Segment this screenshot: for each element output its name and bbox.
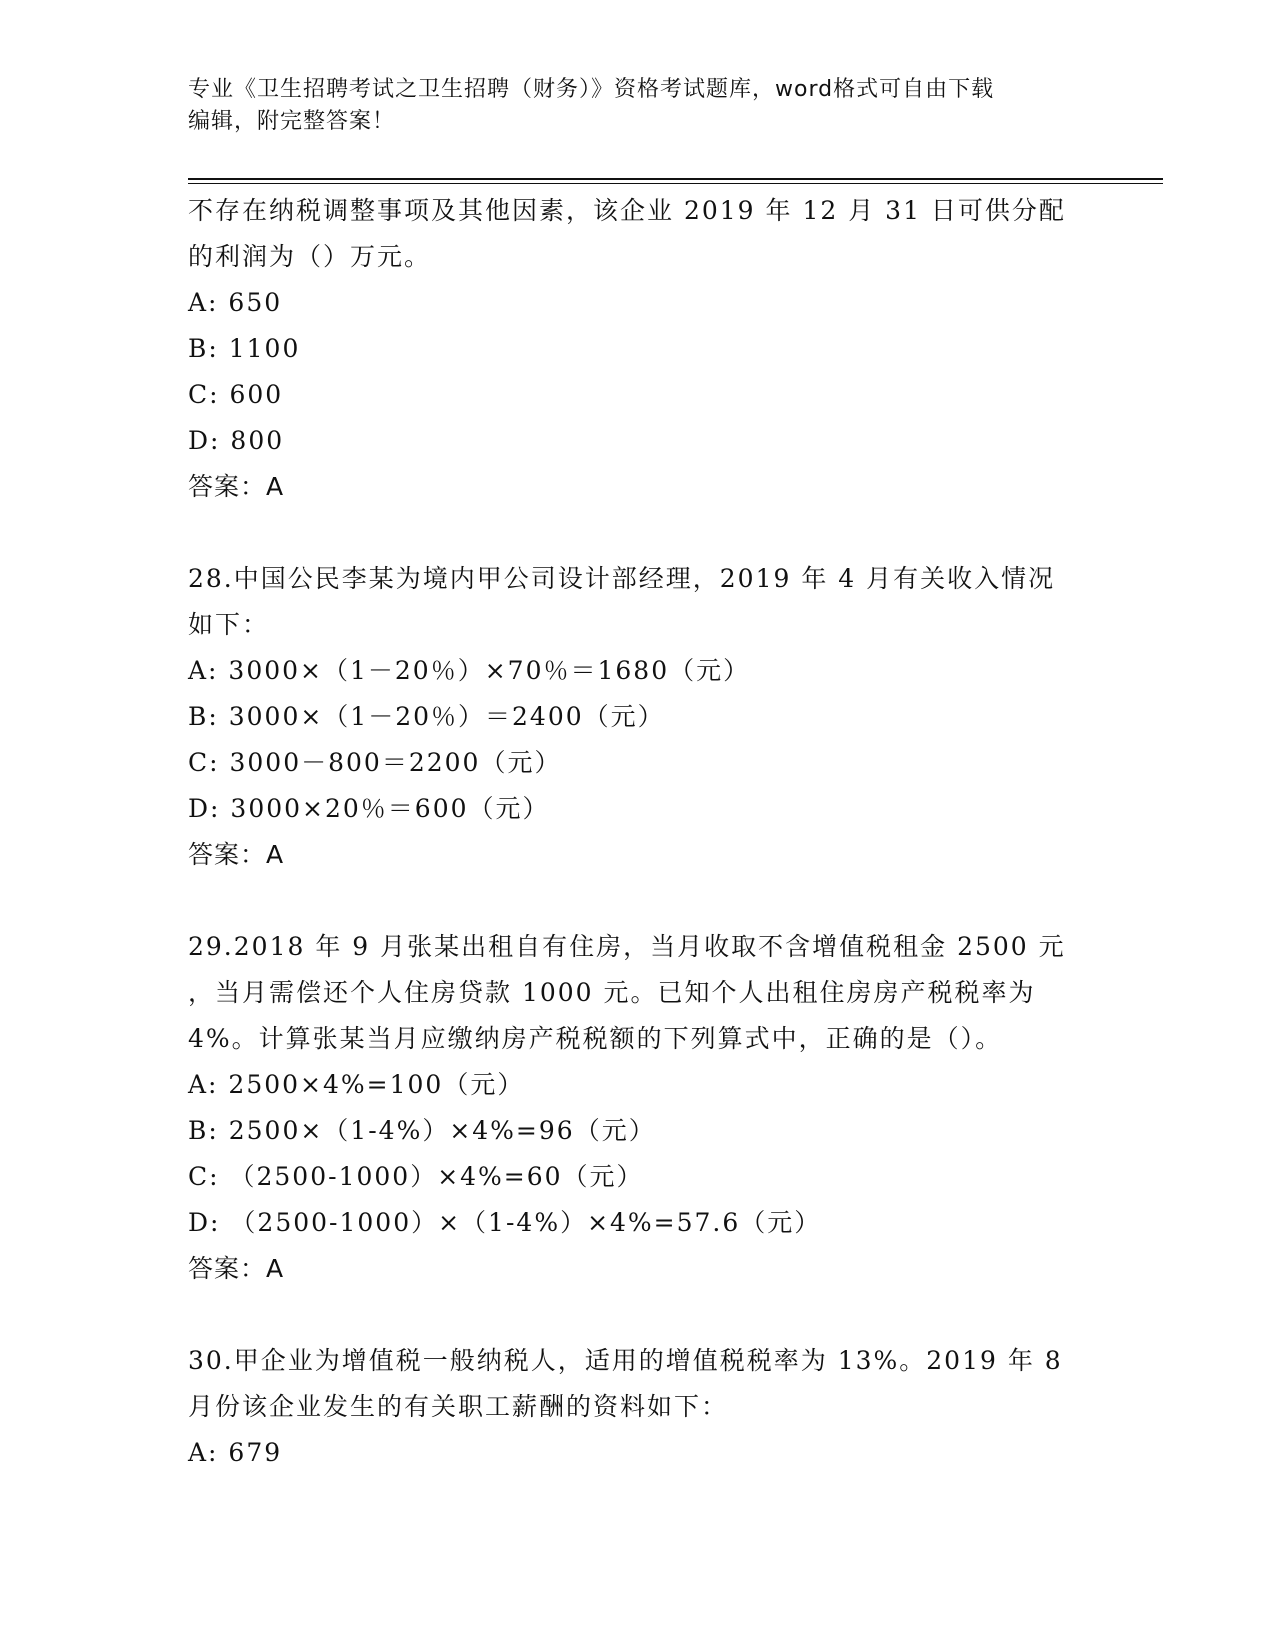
question-stem-line: 4%。计算张某当月应缴纳房产税税额的下列算式中，正确的是（）。 xyxy=(188,1024,1003,1053)
option-a: A: 679 xyxy=(188,1438,283,1467)
header-line-2: 编辑，附完整答案！ xyxy=(188,109,396,134)
answer-line: 答案：A xyxy=(188,1254,285,1283)
spacer xyxy=(188,878,1118,924)
option-d: D: （2500-1000）×（1-4%）×4%=57.6（元） xyxy=(188,1208,822,1237)
option-c: C: 3000－800＝2200（元） xyxy=(188,748,562,777)
question-stem-line: 28.中国公民李某为境内甲公司设计部经理，2019 年 4 月有关收入情况 xyxy=(188,564,1056,593)
question-stem-line: 29.2018 年 9 月张某出租自有住房，当月收取不含增值税租金 2500 元 xyxy=(188,932,1066,961)
question-block xyxy=(188,556,1118,878)
header-divider xyxy=(188,178,1163,184)
question-block xyxy=(188,1338,1118,1476)
option-c: C: 600 xyxy=(188,380,284,409)
question-stem-line: 30.甲企业为增值税一般纳税人，适用的增值税税率为 13%。2019 年 8 xyxy=(188,1346,1063,1375)
question-stem-line: 如下： xyxy=(188,610,270,639)
question-block xyxy=(188,188,1118,510)
question-list xyxy=(188,188,1118,1476)
option-a: A: 3000×（1－20％）×70％＝1680（元） xyxy=(188,656,751,685)
answer-line: 答案：A xyxy=(188,840,285,869)
question-stem-line: 不存在纳税调整事项及其他因素，该企业 2019 年 12 月 31 日可供分配 xyxy=(188,196,1066,225)
question-stem-line: 的利润为（）万元。 xyxy=(188,242,432,271)
option-b: B: 3000×（1－20％）＝2400（元） xyxy=(188,702,665,731)
option-a: A: 2500×4%=100（元） xyxy=(188,1070,525,1099)
question-block xyxy=(188,924,1118,1292)
option-b: B: 1100 xyxy=(188,334,301,363)
option-c: C: （2500-1000）×4%=60（元） xyxy=(188,1162,644,1191)
document-header xyxy=(188,74,1068,138)
spacer xyxy=(188,510,1118,556)
option-a: A: 650 xyxy=(188,288,283,317)
question-stem-line: ，当月需偿还个人住房贷款 1000 元。已知个人出租住房房产税税率为 xyxy=(188,978,1036,1007)
option-b: B: 2500×（1-4%）×4%=96（元） xyxy=(188,1116,656,1145)
answer-line: 答案：A xyxy=(188,472,285,501)
header-line-1: 专业《卫生招聘考试之卫生招聘（财务）》资格考试题库，word格式可自由下载 xyxy=(188,77,995,102)
question-stem-line: 月份该企业发生的有关职工薪酬的资料如下： xyxy=(188,1392,729,1421)
option-d: D: 800 xyxy=(188,426,285,455)
option-d: D: 3000×20％＝600（元） xyxy=(188,794,550,823)
spacer xyxy=(188,1292,1118,1338)
